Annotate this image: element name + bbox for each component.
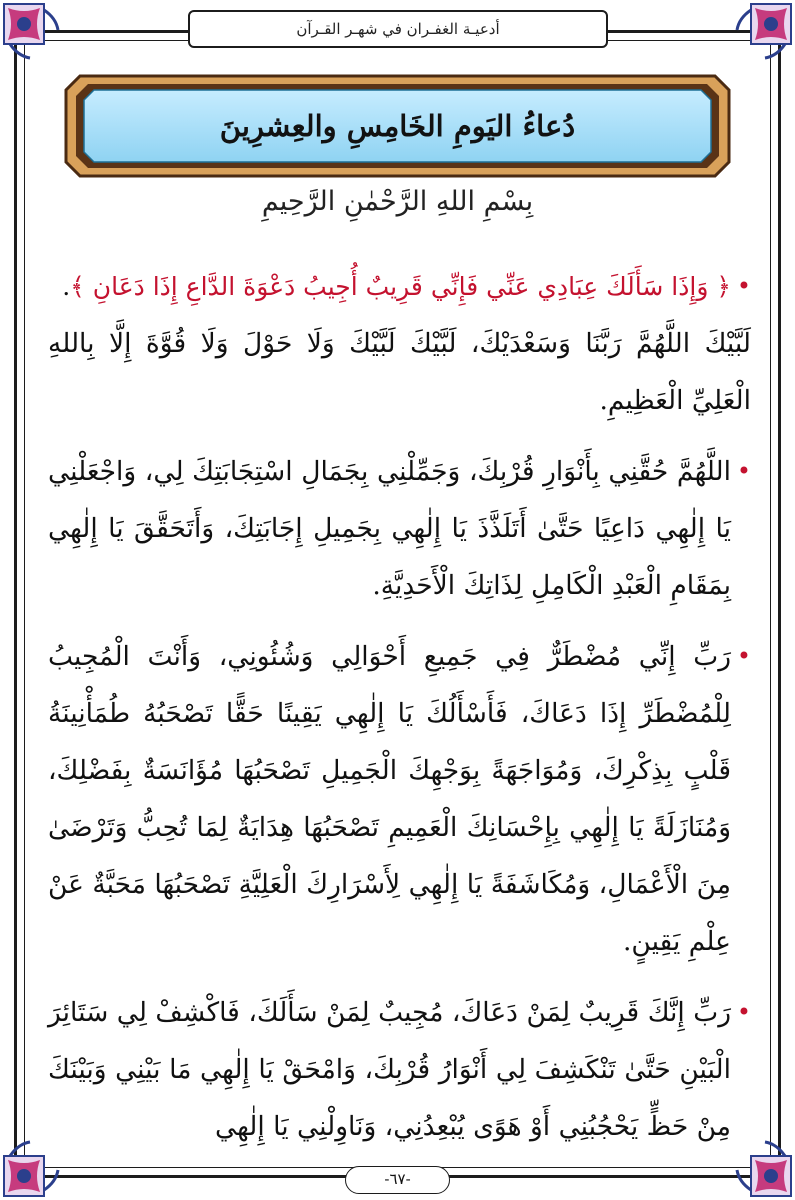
paragraph-text: رَبِّ إِنِّي مُضْطَرٌّ فِي جَمِيعِ أَحْوَالِي وَشُئُونِي، وَأَنْتَ الْمُجِيبُ لِلْمُضْطَرِّ إِذَا دَعَاكَ، فَأَسْأَلُكَ يَا إِلٰهِي يَقِينًا حَقًّا تَصْحَبُهُ طُمَأْنِينَةُ قَلْبٍ بِذِكْرِكَ، وَمُوَاجَهَةً بِوَجْهِكَ الْجَمِيلِ تَصْحَبُهَا مُؤَانَسَةٌ بِفَضْلِكَ، وَمُنَازَلَةً يَا إِلٰهِي بِإِحْسَانِكَ الْعَمِيمِ تَصْحَبُهَا هِدَايَةٌ لِمَا تُحِبُّ وَتَرْضَىٰ مِنَ الْأَعْمَالِ، وَمُكَاشَفَةً يَا إِلٰهِي لِأَسْرَارِكَ الْعَلِيَّةِ تَصْحَبُهَا مَحَبَّةٌ عَنْ عِلْمِ يَقِينٍ. xyxy=(48,641,731,957)
verse-tail: . xyxy=(62,272,71,301)
quran-verse xyxy=(48,258,751,315)
prayer-text xyxy=(48,258,751,1155)
basmala: بِسْمِ اللهِ الرَّحْمٰنِ الرَّحِيمِ xyxy=(261,186,534,217)
corner-ornament-icon xyxy=(0,0,62,62)
paragraph-text: لَبَّيْكَ اللَّهُمَّ رَبَّنَا وَسَعْدَيْكَ، لَبَّيْكَ لَبَّيْكَ وَلَا حَوْلَ وَلَا قُوَّةَ إِلَّا بِاللهِ الْعَلِيِّ الْعَظِيمِ. xyxy=(48,328,751,416)
bullet-icon: • xyxy=(736,457,751,485)
bullet-icon: • xyxy=(736,642,751,670)
verse-text: ﴿ وَإِذَا سَأَلَكَ عِبَادِي عَنِّي فَإِنِّي قَرِيبٌ أُجِيبُ دَعْوَةَ الدَّاعِ إِذَا دَعَانِ ﴾ xyxy=(70,272,731,301)
paragraph-text: رَبِّ إِنَّكَ قَرِيبٌ لِمَنْ دَعَاكَ، مُجِيبٌ لِمَنْ سَأَلَكَ، فَاكْشِفْ لِي سَتَائِرَ الْبَيْنِ حَتَّىٰ تَنْكَشِفَ لِي أَنْوَارُ قُرْبِكَ، وَامْحَقْ يَا إِلٰهِي مَا بَيْنِي وَبَيْنَكَ مِنْ حَظٍّ يَحْجُبُنِي أَوْ هَوًى يُبْعِدُنِي، وَنَاوِلْنِي يَا إِلٰهِي xyxy=(48,997,731,1142)
page-number: -٦٧- xyxy=(345,1166,450,1194)
paragraph xyxy=(48,443,751,614)
paragraph xyxy=(48,628,751,970)
paragraph-text: اللَّهُمَّ حُقَّنِي بِأَنْوَارِ قُرْبِكَ، وَجَمِّلْنِي بِجَمَالِ اسْتِجَابَتِكَ لِي، وَاجْعَلْنِي يَا إِلٰهِي دَاعِيًا حَتَّىٰ أَتَلَذَّذَ يَا إِلٰهِي بِجَمِيلِ إِجَابَتِكَ، وَأَتَحَقَّقَ يَا إِلٰهِي بِمَقَامِ الْعَبْدِ الْكَامِلِ لِذَاتِكَ الْأَحَدِيَّةِ. xyxy=(48,456,731,601)
paragraph xyxy=(48,315,751,429)
bullet-icon: • xyxy=(736,272,751,300)
bullet-icon: • xyxy=(736,998,751,1026)
corner-ornament-icon xyxy=(733,0,795,62)
title-cartouche xyxy=(60,70,735,182)
paragraph xyxy=(48,984,751,1155)
running-header: أدعيـة الغفـران في شهـر القـرآن xyxy=(188,10,608,48)
page-title: دُعاءُ اليَومِ الخَامِسِ والعِشرِينَ xyxy=(219,109,576,143)
